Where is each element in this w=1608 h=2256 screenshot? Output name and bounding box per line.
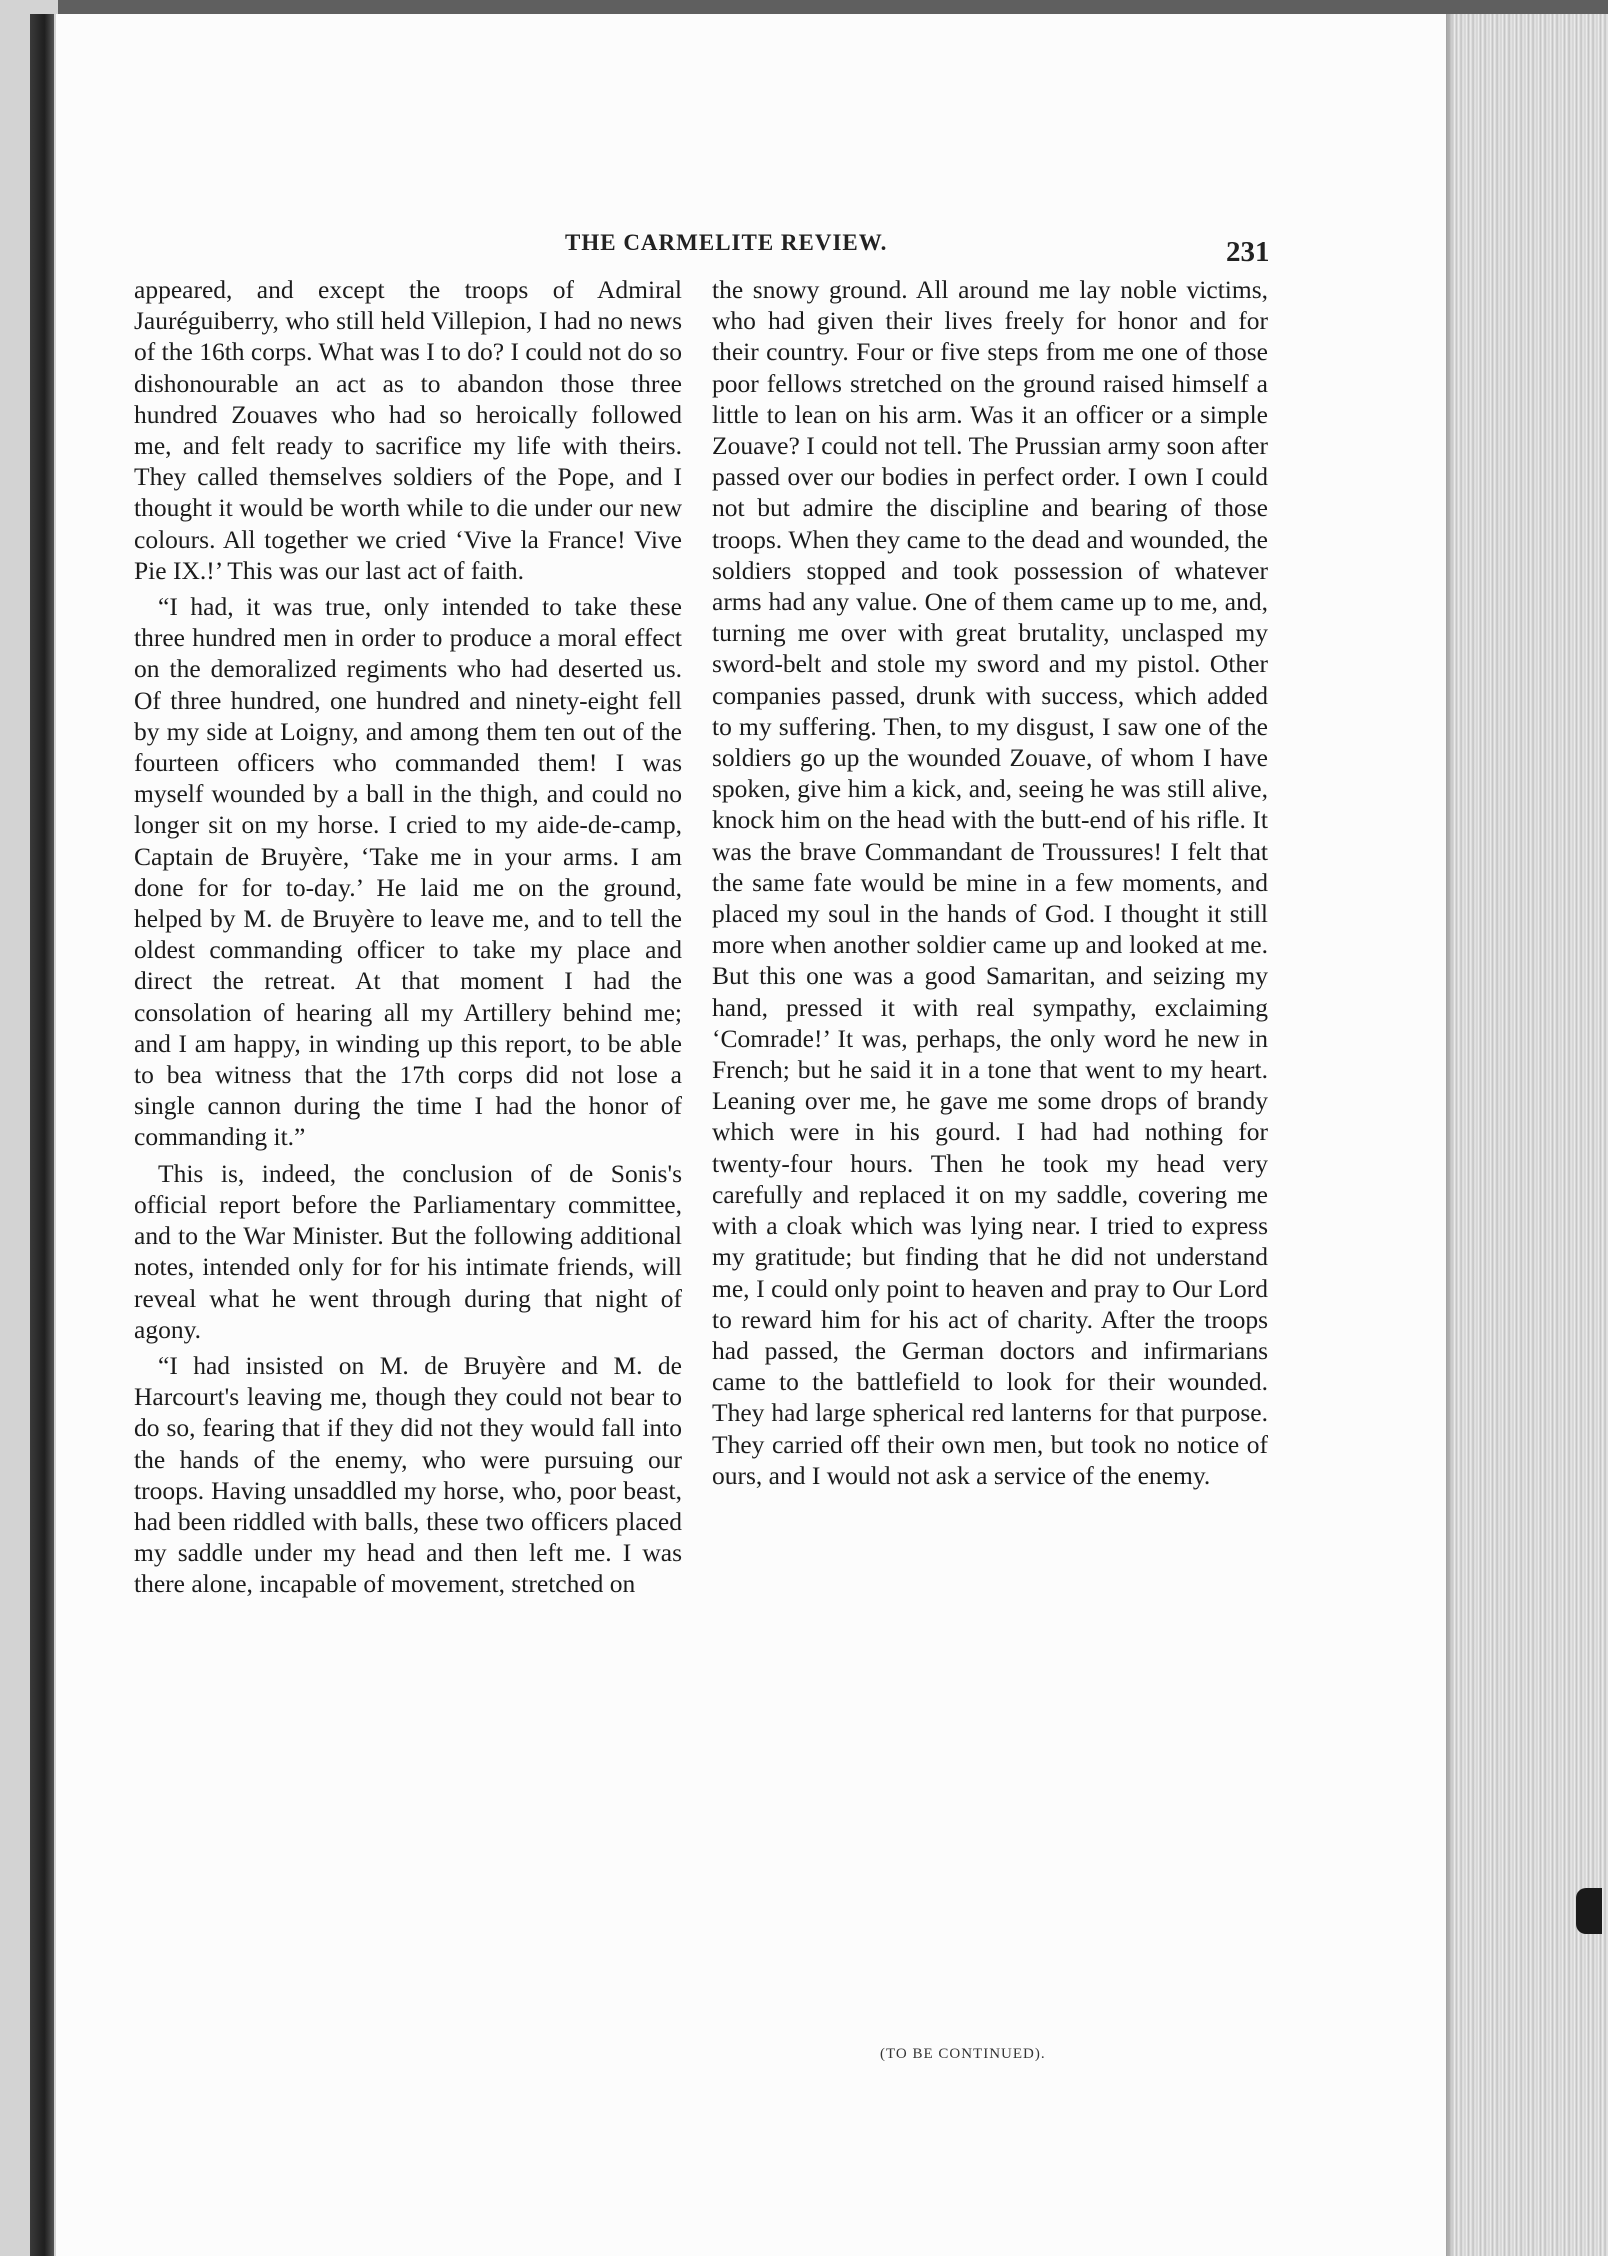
- paragraph: “I had insisted on M. de Bruyère and M. de Harcourt's leaving me, though they could not bear to do so, fearing that if they did not they would fall into the hands of the enemy, who were pursuing our troops. Having unsaddled my horse, who, poor beast, had been riddled with balls, these two officers placed my saddle under my head and then left me. I was there alone, incapable of movement, stretched on: [134, 1350, 682, 1599]
- paragraph: “I had, it was true, only intended to take these three hundred men in order to produce a moral effect on the demoralized regiments who had deserted us. Of three hundred, one hundred and ninety-eight fell by my side at Loigny, and among them ten out of the fourteen officers who commanded them! I was myself wounded by a ball in the thigh, and could no longer sit on my horse. I cried to my aide-de-camp, Captain de Bruyère, ‘Take me in your arms. I am done for for to-day.’ He laid me on the ground, helped by M. de Bruyère to leave me, and to tell the oldest commanding officer to take my place and direct the retreat. At that moment I had the consolation of hearing all my Artillery behind me; and I am happy, in winding up this report, to be able to bea witness that the 17th corps did not lose a single cannon during the time I had the honor of commanding it.”: [134, 592, 682, 1152]
- scan-top-border: [0, 0, 1608, 14]
- paragraph: This is, indeed, the conclusion of de Sonis's official report before the Parliamentary committee, and to the War Minister. But the following additional notes, intended only for for his intimate friends, will reveal what he went through during that night of agony.: [134, 1158, 682, 1344]
- paragraph: appeared, and except the troops of Admiral Jauréguiberry, who still held Villepion, I had no news of the 16th corps. What was I to do? I could not do so dishonourable an act as to abandon those three hundred Zouaves who had so heroically followed me, and felt ready to sacrifice my life with theirs. They called themselves soldiers of the Pope, and I thought it would be worth while to die under our new colours. All together we cried ‘Vive la France! Vive Pie IX.!’ This was our last act of faith.: [134, 275, 682, 585]
- book-spine-edge: [30, 14, 54, 2256]
- paragraph: the snowy ground. All around me lay noble victims, who had given their lives freely for honor and for their country. Four or five steps from me one of those poor fellows stretched on the ground raised himself a little to lean on his arm. Was it an officer or a simple Zouave? I could not tell. The Prussian army soon after passed over our bodies in perfect order. I own I could not but admire the discipline and bearing of those troops. When they came to the dead and wounded, the soldiers stopped and took possession of whatever arms had any value. One of them came up to me, and, turning me over with great brutality, unclasped my sword-belt and stole my sword and my pistol. Other companies passed, drunk with success, which added to my suffering. Then, to my disgust, I saw one of the soldiers go up the wounded Zouave, of whom I have spoken, give him a kick, and, seeing he was still alive, knock him on the head with the butt-end of his rifle. It was the brave Commandant de Troussures! I felt that the same fate would be mine in a few moments, and placed my soul in the hands of God. I thought it still more when another soldier came up and looked at me. But this one was a good Samaritan, and seizing my hand, pressed it with real sympathy, exclaiming ‘Comrade!’ It was, perhaps, the only word he new in French; but he said it in a tone that went to my heart. Leaning over me, he gave me some drops of brandy which were in his gourd. I had had nothing for twenty-four hours. Then he took my head very carefully and replaced it on my saddle, covering me with a cloak which was lying near. I tried to express my gratitude; but finding that he did not understand me, I could only point to heaven and pray to Our Lord to reward him for his act of charity. After the troops had passed, the German doctors and infirmarians came to the battlefield to look for their wounded. They had large spherical red lanterns for that purpose. They carried off their own men, but took no notice of ours, and I would not ask a service of the enemy.: [712, 275, 1268, 1490]
- left-column: [134, 274, 682, 1605]
- continued-note: (TO BE CONTINUED).: [880, 2046, 1046, 2062]
- right-column: [712, 274, 1268, 1496]
- running-title: THE CARMELITE REVIEW.: [565, 230, 888, 255]
- page-edge-tab: [1576, 1888, 1602, 1934]
- page-number: 231: [1226, 236, 1270, 268]
